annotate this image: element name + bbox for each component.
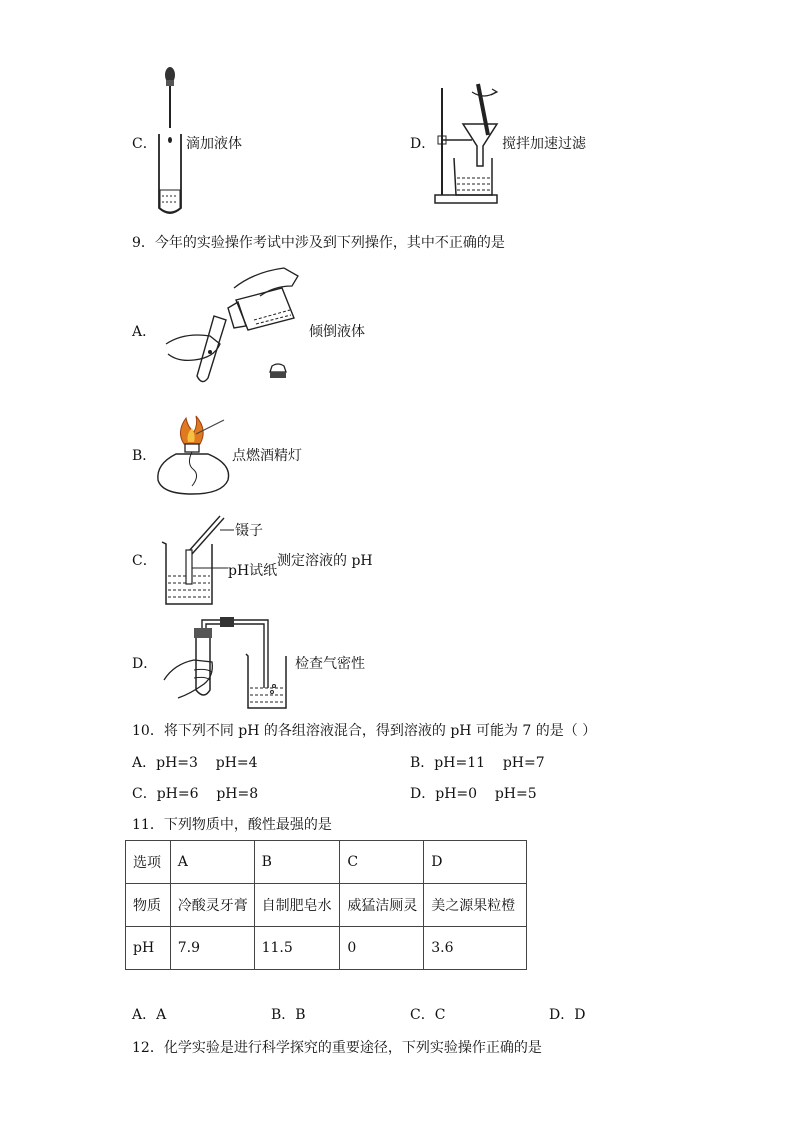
table-row <box>126 884 527 927</box>
table-cell: 自制肥皂水 <box>254 884 340 927</box>
q11-option-b-letter: B． <box>271 1007 296 1023</box>
q9-option-d-letter: D． <box>132 656 158 672</box>
table-cell: 7.9 <box>170 927 254 970</box>
q10-option-d-text: pH=0 pH=5 <box>435 786 537 802</box>
table-cell: 3.6 <box>424 927 527 970</box>
table-cell: 物质 <box>126 884 171 927</box>
q10-stem: 10．将下列不同 pH 的各组溶液混合，得到溶液的 pH 可能为 7 的是（ ） <box>132 723 597 739</box>
q10-option-a-letter: A． <box>132 755 157 771</box>
pouring-liquid-figure <box>164 266 304 386</box>
q8-option-d-letter: D． <box>410 136 436 152</box>
table-cell: 美之源果粒橙 <box>424 884 527 927</box>
table-cell: 0 <box>340 927 424 970</box>
q9-option-d-text: 检查气密性 <box>295 656 365 672</box>
airtightness-check-figure <box>160 618 290 714</box>
q10-option-b-text: pH=11 pH=7 <box>434 755 545 771</box>
q11-option-a-text: A <box>156 1007 167 1023</box>
ph-table <box>125 840 527 970</box>
table-cell: D <box>424 841 527 884</box>
table-cell: B <box>254 841 340 884</box>
table-row <box>126 841 527 884</box>
table-cell: 威猛洁厕灵 <box>340 884 424 927</box>
q11-option-a <box>132 1006 166 1024</box>
q9-option-b-letter: B． <box>132 448 157 464</box>
q10-option-c <box>132 785 258 803</box>
q8-option-c-text: 滴加液体 <box>186 136 242 152</box>
q11-option-d-text: D <box>574 1007 586 1023</box>
q10-option-b-letter: B． <box>410 755 435 771</box>
table-row <box>126 927 527 970</box>
q10-option-b <box>410 754 545 772</box>
q11-option-d-letter: D． <box>549 1007 575 1023</box>
table-cell: A <box>170 841 254 884</box>
tweezers-label: 镊子 <box>235 523 263 539</box>
alcohol-lamp-figure <box>156 414 236 498</box>
q12-stem: 12．化学实验是进行科学探究的重要途径，下列实验操作正确的是 <box>132 1040 542 1056</box>
q9-option-b-text: 点燃酒精灯 <box>232 448 302 464</box>
table-cell: C <box>340 841 424 884</box>
q10-option-d-letter: D． <box>410 786 436 802</box>
q8-option-c-letter: C． <box>132 136 157 152</box>
q10-option-c-letter: C． <box>132 786 157 802</box>
q8-option-d-text: 搅拌加速过滤 <box>502 136 586 152</box>
q11-option-c-text: C <box>434 1007 446 1023</box>
table-cell: 选项 <box>126 841 171 884</box>
q9-option-c-letter: C． <box>132 553 157 569</box>
q10-option-d <box>410 785 537 803</box>
q11-stem: 11．下列物质中，酸性最强的是 <box>132 817 332 833</box>
q11-option-b-text: B <box>295 1007 306 1023</box>
table-cell: 11.5 <box>254 927 340 970</box>
q10-option-a <box>132 754 258 772</box>
q9-option-a-text: 倾倒液体 <box>309 324 365 340</box>
q9-option-a-letter: A． <box>132 324 157 340</box>
ph-paper-label: pH试纸 <box>228 563 278 579</box>
q11-option-b <box>271 1006 306 1024</box>
q11-option-c-letter: C． <box>410 1007 435 1023</box>
q11-option-a-letter: A． <box>132 1007 157 1023</box>
q10-option-a-text: pH=3 pH=4 <box>156 755 258 771</box>
q9-option-c-text: 测定溶液的 pH <box>277 553 373 569</box>
table-cell: pH <box>126 927 171 970</box>
q11-option-d <box>549 1006 585 1024</box>
q9-stem: 9．今年的实验操作考试中涉及到下列操作，其中不正确的是 <box>132 235 505 251</box>
table-cell: 冷酸灵牙膏 <box>170 884 254 927</box>
q10-option-c-text: pH=6 pH=8 <box>156 786 259 802</box>
q11-option-c <box>410 1006 445 1024</box>
